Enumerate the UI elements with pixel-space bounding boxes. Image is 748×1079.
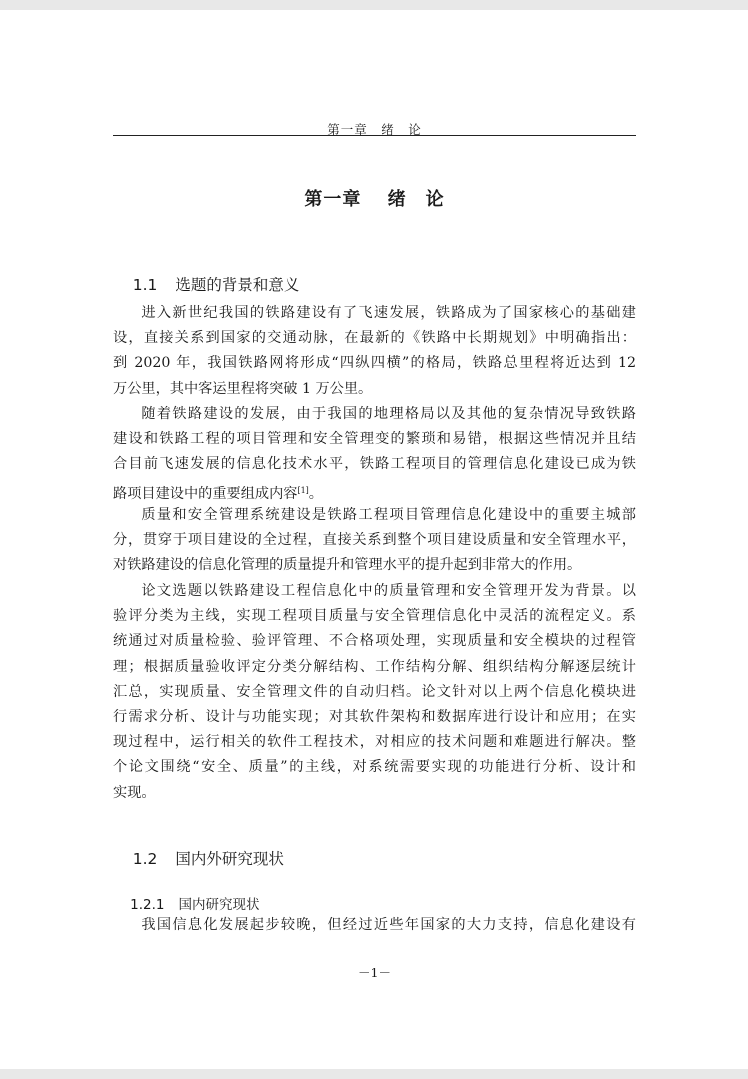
header-rule bbox=[113, 135, 636, 136]
text-line: 到 2020 年，我国铁路网将形成“四纵四横”的格局，铁路总里程将近达到 12 bbox=[113, 355, 636, 372]
text-line: 现过程中，运行相关的软件工程技术，对相应的技术问题和难题进行解决。整 bbox=[113, 734, 636, 751]
paragraph-3 bbox=[113, 503, 636, 579]
text-line: 论文选题以铁路建设工程信息化中的质量管理和安全管理开发为背景。以 bbox=[141, 583, 636, 599]
text-line: 验评分类为主线，实现工程项目质量与安全管理信息化中灵活的流程定义。系 bbox=[113, 608, 636, 625]
text-line: 实现。 bbox=[113, 784, 156, 801]
text-line: 万公里，其中客运里程将突破 1 万公里。 bbox=[113, 380, 373, 397]
document-page bbox=[0, 10, 748, 1069]
paragraph-5 bbox=[113, 913, 636, 938]
text-line: 统通过对质量检验、验评管理、不合格项处理，实现质量和安全模块的过程管 bbox=[113, 633, 636, 650]
text-line: 合目前飞速发展的信息化技术水平，铁路工程项目的管理信息化建设已成为铁 bbox=[113, 456, 636, 473]
text-line: 分，贯穿于项目建设的全过程，直接关系到整个项目建设质量和安全管理水平， bbox=[113, 532, 636, 549]
text-line: 汇总，实现质量、安全管理文件的自动归档。论文针对以上两个信息化模块进 bbox=[113, 683, 636, 700]
text-line: 个论文围绕“安全、质量”的主线，对系统需要实现的功能进行分析、设计和 bbox=[113, 759, 636, 776]
text-line: 我国信息化发展起步较晚，但经过近些年国家的大力支持，信息化建设有 bbox=[141, 917, 636, 933]
section-title: 国内外研究现状 bbox=[175, 850, 284, 868]
text-line: 随着铁路建设的发展，由于我国的地理格局以及其他的复杂情况导致铁路 bbox=[141, 406, 636, 422]
text-line: 设，直接关系到国家的交通动脉，在最新的《铁路中长期规划》中明确指出： bbox=[113, 330, 636, 347]
section-number: 1.1 bbox=[132, 276, 158, 294]
text-run: 。 bbox=[308, 485, 323, 502]
text-line: 进入新世纪我国的铁路建设有了飞速发展，铁路成为了国家核心的基础建 bbox=[141, 305, 636, 321]
text-line: 理；根据质量验收评定分类分解结构、工作结构分解、组织结构分解逐层统计 bbox=[113, 658, 636, 675]
paragraph-1 bbox=[113, 301, 636, 402]
section-number: 1.2 bbox=[132, 850, 158, 868]
section-title: 选题的背景和意义 bbox=[175, 276, 300, 294]
text-line: 建设和铁路工程的项目管理和安全管理变的繁琐和易错，根据这些情况并且结 bbox=[113, 431, 636, 448]
text-line: 对铁路建设的信息化管理的质量提升和管理水平的提升起到非常大的作用。 bbox=[113, 557, 582, 574]
section-title: 国内研究现状 bbox=[178, 897, 260, 913]
text-line: 质量和安全管理系统建设是铁路工程项目管理信息化建设中的重要主城部 bbox=[141, 507, 636, 523]
text-run: 路项目建设中的重要组成内容 bbox=[113, 485, 298, 502]
paragraph-4 bbox=[113, 579, 636, 806]
section-number: 1.2.1 bbox=[130, 897, 165, 913]
running-header: 第一章 绪 论 bbox=[327, 122, 422, 137]
page-number: －1－ bbox=[358, 965, 391, 980]
paragraph-2 bbox=[113, 402, 636, 507]
citation-mark: [1] bbox=[297, 485, 309, 495]
chapter-title: 第一章 绪 论 bbox=[304, 189, 445, 210]
text-line: 行需求分析、设计与功能实现；对其软件架构和数据库进行设计和应用；在实 bbox=[113, 709, 636, 726]
